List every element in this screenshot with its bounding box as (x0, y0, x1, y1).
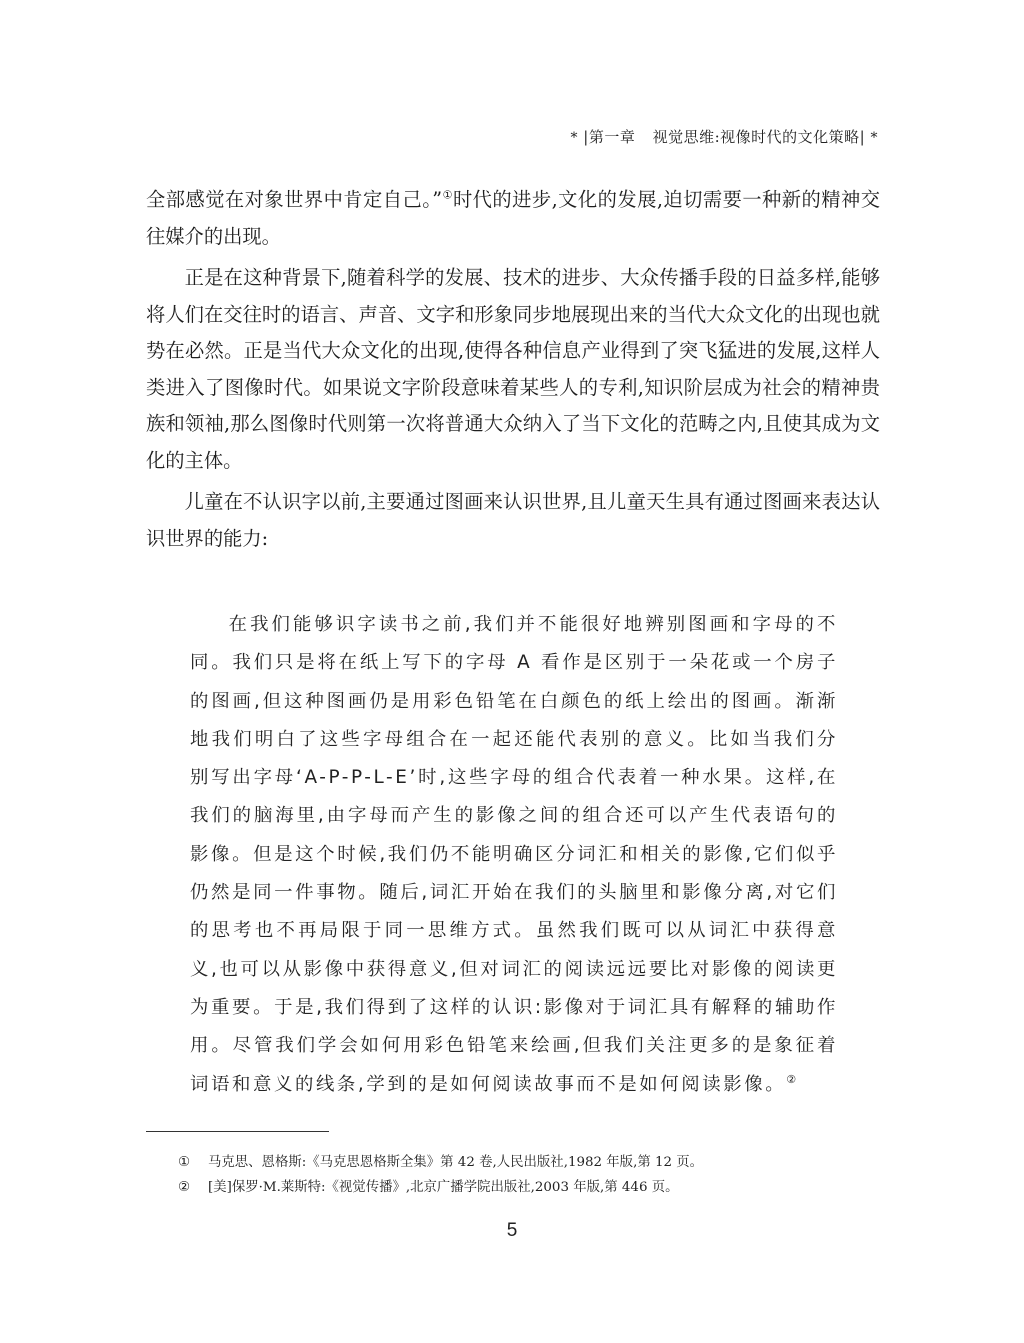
footnote-2-mark: ② (178, 1180, 191, 1195)
paragraph-1-text: 全部感觉在对象世界中肯定自己。” (146, 188, 443, 211)
footnote-1-text: 马克思、恩格斯:《马克思恩格斯全集》第 42 卷,人民出版社,1982 年版,第 12 页。 (208, 1155, 704, 1170)
block-quote-paragraph (190, 606, 838, 1104)
header-chapter-title: 视觉思维:视像时代的文化策略| (652, 128, 866, 146)
footnote-2-text: [美]保罗·M.莱斯特:《视觉传播》,北京广播学院出版社,2003 年版,第 446 页。 (208, 1180, 679, 1195)
block-quote (190, 606, 838, 1104)
running-header (570, 126, 878, 147)
header-chapter: |第一章 (583, 128, 636, 146)
paragraph-3: 儿童在不认识字以前,主要通过图画来认识世界,且儿童天生具有通过图画来表达认识世界的能力: (146, 490, 880, 550)
footnote-ref-1[interactable]: ① (442, 188, 453, 202)
paragraph-1 (146, 182, 880, 255)
block-quote-text: 在我们能够识字读书之前,我们并不能很好地辨别图画和字母的不同。我们只是将在纸上写下的字母 A 看作是区别于一朵花或一个房子的图画,但这种图画仍是用彩色铅笔在白颜色的纸上绘出的图画。渐渐地我们明白了这些字母组合在一起还能代表别的意义。比如当我们分别写出字母‘A-P-P-L-E’时,这些字母的组合代表着一种水果。这样,在我们的脑海里,由字母而产生的影像之间的组合还可以产生代表语句的影像。但是这个时候,我们仍不能明确区分词汇和相关的影像,它们似乎仍然是同一件事物。随后,词汇开始在我们的头脑里和影像分离,对它们的思考也不再局限于同一思维方式。虽然我们既可以从词汇中获得意义,也可以从影像中获得意义,但对词汇的阅读远远要比对影像的阅读更为重要。于是,我们得到了这样的认识:影像对于词汇具有解释的辅助作用。尽管我们学会如何用彩色铅笔来绘画,但我们关注更多的是象征着词语和意义的线条,学到的是如何阅读故事而不是如何阅读影像。 (190, 614, 838, 1095)
footnote-divider (146, 1131, 329, 1132)
paragraph-1-continuation: 时代的进步,文化的发展,迫切需要一种新的精神交往媒介的出现。 (146, 188, 880, 248)
footnote-2 (178, 1175, 703, 1200)
page-number: 5 (506, 1220, 518, 1241)
main-text (146, 182, 880, 562)
footnote-1 (178, 1150, 703, 1175)
footnotes (178, 1150, 703, 1200)
header-star-left: * (570, 130, 578, 146)
footnote-ref-2[interactable]: ② (786, 1072, 799, 1086)
header-star-right: * (870, 130, 878, 146)
paragraph-2: 正是在这种背景下,随着科学的发展、技术的进步、大众传播手段的日益多样,能够将人们在交往时的语言、声音、文字和形象同步地展现出来的当代大众文化的出现也就势在必然。正是当代大众文化的出现,使得各种信息产业得到了突飞猛进的发展,这样人类进入了图像时代。如果说文字阶段意味着某些人的专利,知识阶层成为社会的精神贵族和领袖,那么图像时代则第一次将普通大众纳入了当下文化的范畴之内,且使其成为文化的主体。 (146, 266, 880, 472)
footnote-1-mark: ① (178, 1155, 191, 1170)
